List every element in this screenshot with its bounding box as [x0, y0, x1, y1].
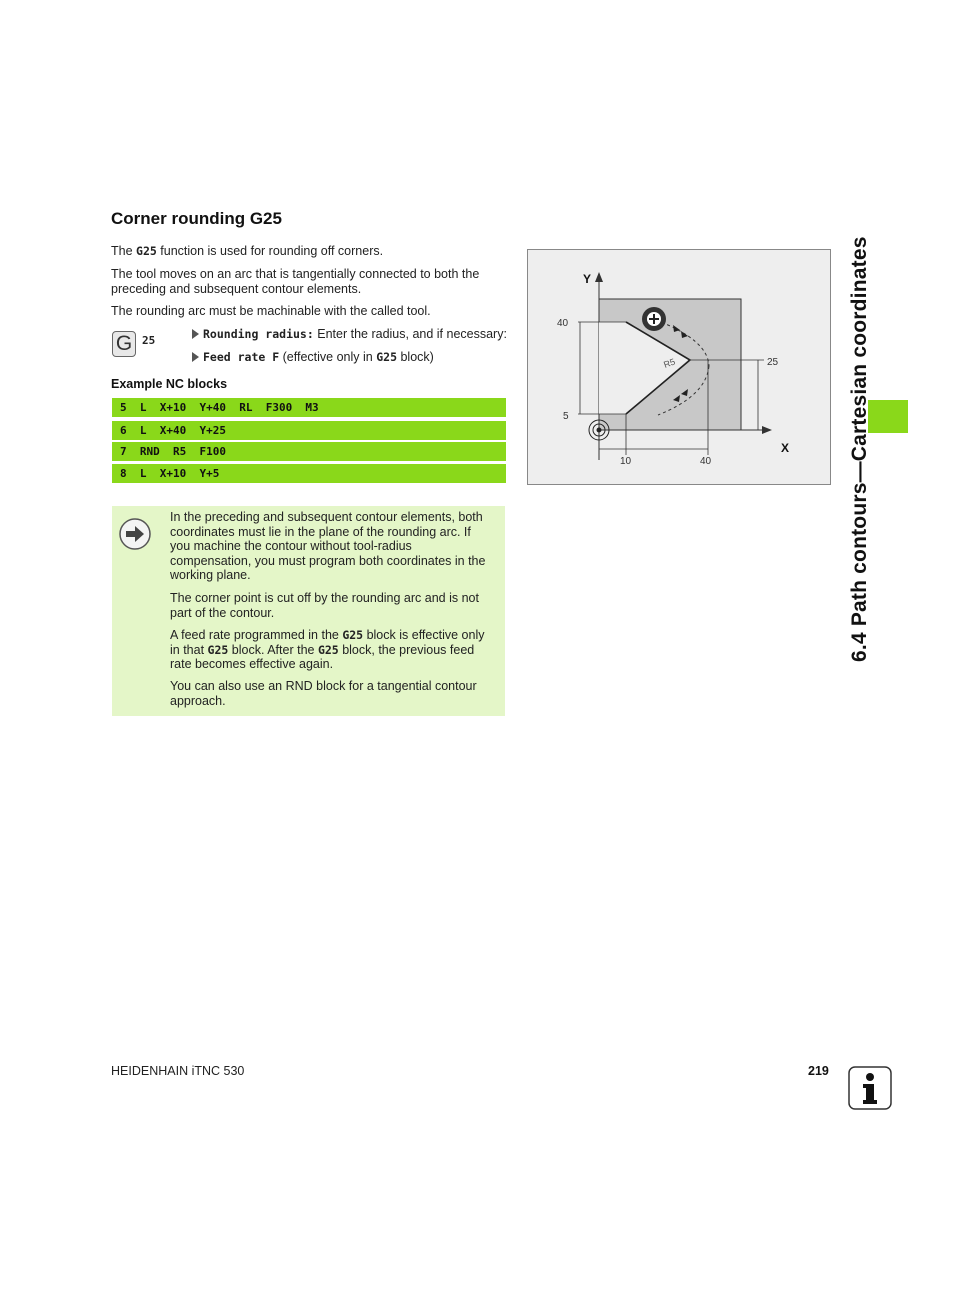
example-heading: Example NC blocks	[111, 377, 228, 391]
nc-block-row: 5 L X+10 Y+40 RL F300 M3	[112, 398, 506, 417]
milling-cutter-icon	[642, 307, 666, 331]
note-paragraph-4: You can also use an RND block for a tangential contour approach.	[170, 679, 477, 708]
triangle-bullet-icon	[192, 352, 199, 362]
note-paragraph-2: The corner point is cut off by the rounding arc and is not part of the contour.	[170, 591, 479, 620]
chapter-tab	[868, 400, 908, 433]
arrow-right-circle-icon	[118, 517, 152, 551]
section-title: Corner rounding G25	[111, 209, 282, 228]
info-i-icon	[848, 1066, 892, 1110]
nc-block-row: 6 L X+40 Y+25	[112, 421, 506, 440]
nc-block-row: 8 L X+10 Y+5	[112, 464, 506, 483]
param-feed-rate: Feed rate F (effective only in G25 block)	[192, 350, 434, 364]
note-paragraph-1: In the preceding and subsequent contour elements, both coordinates must lie in the plane of the rounding arc. If you machine the contour without tool-radius compensation, you must program both coordinates in the working plane.	[170, 510, 486, 582]
x-axis-arrow-icon	[762, 426, 772, 434]
page-number: 219	[808, 1064, 829, 1078]
dim-label-40-y: 40	[557, 318, 569, 329]
note-paragraph-3: A feed rate programmed in the G25 block is effective only in that G25 block. After the G25 block, the previous feed rate becomes effective again.	[170, 628, 485, 671]
intro-paragraph-1: The G25 function is used for rounding off corners.	[111, 244, 384, 258]
intro-paragraph-2: The tool moves on an arc that is tangentially connected to both the preceding and subsequent contour elements.	[111, 267, 480, 296]
corner-rounding-figure	[527, 249, 831, 485]
radius-label: R5	[662, 356, 677, 370]
triangle-bullet-icon	[192, 329, 199, 339]
param-rounding-radius: Rounding radius: Enter the radius, and if necessary:	[192, 327, 507, 341]
chapter-side-title: 6.4 Path contours—Cartesian coordinates	[848, 236, 871, 662]
dim-label-5: 5	[563, 411, 569, 422]
intro-paragraph-3: The rounding arc must be machinable with the called tool.	[111, 304, 431, 318]
dim-label-25: 25	[767, 357, 779, 368]
x-axis-label: X	[781, 441, 790, 455]
g-function-key: G	[112, 331, 136, 357]
footer-product: HEIDENHAIN iTNC 530	[111, 1064, 245, 1078]
y-axis-arrow-icon	[595, 272, 603, 282]
dim-label-10: 10	[620, 456, 632, 467]
g-function-number: 25	[142, 334, 156, 347]
y-axis-label: Y	[583, 272, 592, 286]
dim-label-40-x: 40	[700, 456, 712, 467]
nc-block-row: 7 RND R5 F100	[112, 442, 506, 461]
